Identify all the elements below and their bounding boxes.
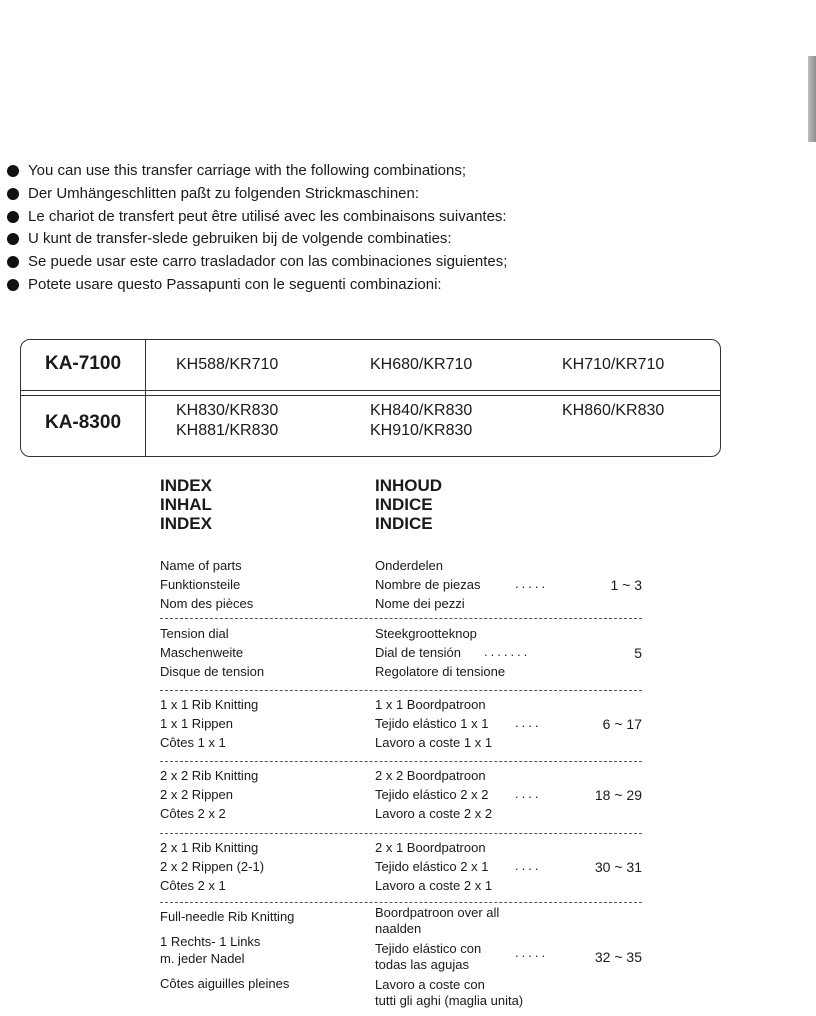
entry-name: Côtes 2 x 2 [160,805,226,821]
entry-names-right [375,557,481,613]
entry-name: Tejido elástico 2 x 1 [375,858,489,874]
entry-name: 2 x 2 Rippen [160,786,233,802]
index-entry [160,696,642,754]
machine-combination: KH860/KR830 [562,402,665,419]
entry-name: Funktionsteile [160,576,241,592]
leader-dots: ..... [515,945,549,960]
entry-name: 1 x 1 Boordpatroon [375,697,486,712]
entry-name: 2 x 1 Rib Knitting [160,840,259,855]
entry-name: Tejido elástico 1 x 1 [375,715,489,731]
carriage-model: KA-8300 [44,412,122,433]
index-heading: INDEX [160,476,212,495]
leader-dots: ..... [515,576,549,591]
entry-name: Lavoro a coste 2 x 2 [375,805,493,821]
machine-combination: KH881/KR830 [176,422,279,439]
entry-name: Lavoro a coste con [375,977,485,992]
intro-text: Le chariot de transfert peut être utilisé avec les combinaisons suivantes: [28,207,507,225]
entry-name: Tension dial [160,626,229,641]
page-range: 18 ~ 29 [594,787,642,803]
leader-dots: ....... [484,644,531,659]
entry-name: Disque de tension [160,663,265,679]
page-range: 1 ~ 3 [610,577,642,593]
page-range: 6 ~ 17 [602,716,642,732]
leader-dots: .... [515,786,542,801]
intro-text: You can use this transfer carriage with the following combinations; [28,162,467,179]
intro-list [6,160,796,297]
intro-line [6,228,796,251]
intro-text: U kunt de transfer-slede gebruiken bij de volgende combinaties: [28,230,452,248]
index-entry [160,905,642,1013]
intro-line [6,183,796,206]
entry-name: Lavoro a coste 2 x 1 [375,877,493,893]
intro-text: Se puede usar este carro trasladador con las combinaciones siguientes; [28,253,508,271]
entry-name: Regolatore di tensione [375,663,506,679]
bullet-icon [7,211,19,223]
index-heading: INHOUD [375,476,443,495]
row-divider [160,761,642,762]
index-entry [160,839,642,897]
leader-dots: .... [515,715,542,730]
entry-name: 2 x 2 Rippen (2-1) [160,858,265,874]
leader-dots: .... [515,858,542,873]
entry-names-right [375,905,523,1009]
entry-name: tutti gli aghi (maglia unita) [375,993,524,1008]
entry-name: naalden [375,921,422,936]
index-entry [160,767,642,825]
entry-name: Name of parts [160,558,242,573]
entry-names-left [160,696,258,752]
index-heading: INDICE [375,514,433,533]
entry-names-right [375,767,492,823]
machine-combination: KH830/KR830 [176,402,279,419]
entry-names-right [375,839,492,895]
bullet-icon [7,233,19,245]
entry-name: todas las agujas [375,957,469,972]
entry-names-left [160,905,294,992]
entry-name: Côtes 1 x 1 [160,734,226,750]
index-entry [160,557,642,615]
bullet-icon [7,256,19,268]
entry-name: Côtes 2 x 1 [160,877,226,893]
machine-combination: KH910/KR830 [370,422,473,439]
intro-text: Potete usare questo Passapunti con le seguenti combinazioni: [28,275,442,293]
entry-name: Onderdelen [375,558,443,573]
row-divider [160,833,642,834]
entry-name: 1 x 1 Rippen [160,715,233,731]
machine-combination: KH840/KR830 [370,402,473,419]
intro-text: Der Umhängeschlitten paßt zu folgenden Strickmaschinen: [28,184,420,202]
bullet-icon [7,188,19,200]
entry-name: Tejido elástico 2 x 2 [375,786,489,802]
entry-name: Maschenweite [160,644,244,660]
entry-name: Tejido elástico con [375,941,482,956]
intro-line [6,251,796,274]
index-heading: INDICE [375,495,433,514]
bullet-icon [7,165,19,177]
intro-line [6,160,796,183]
page-range: 30 ~ 31 [594,859,642,875]
page-range: 32 ~ 35 [594,949,642,965]
row-divider [160,902,642,903]
table-divider [21,390,720,396]
entry-name: Nom des pièces [160,595,254,611]
intro-line [6,206,796,229]
page-edge-tab [808,56,816,142]
index-entry [160,625,642,683]
entry-names-left [160,767,258,823]
index-heading: INDEX [160,514,212,533]
entry-name: Lavoro a coste 1 x 1 [375,734,493,750]
index-heading-left [160,476,212,533]
bullet-icon [7,279,19,291]
entry-name: Côtes aiguilles pleines [160,976,290,991]
entry-name: 2 x 2 Rib Knitting [160,768,259,783]
machine-combination: KH710/KR710 [562,356,665,373]
table-divider [145,340,146,456]
entry-name: Dial de tensión [375,644,461,660]
entry-names-left [160,839,264,895]
machine-combination: KH680/KR710 [370,356,473,373]
entry-name: 2 x 1 Boordpatroon [375,840,486,855]
row-divider [160,690,642,691]
entry-names-left [160,625,264,681]
entry-names-right [375,696,492,752]
index-heading-right [375,476,442,533]
intro-line [6,274,796,297]
entry-name: 2 x 2 Boordpatroon [375,768,486,783]
entry-name: m. jeder Nadel [160,951,245,966]
entry-name: 1 Rechts- 1 Links [160,934,261,949]
entry-name: Full-needle Rib Knitting [160,909,295,924]
index-heading: INHAL [160,495,212,514]
row-divider [160,618,642,619]
carriage-model: KA-7100 [44,353,122,374]
model-combination-table [20,339,721,457]
entry-name: Boordpatroon over all [375,905,500,920]
entry-name: 1 x 1 Rib Knitting [160,697,259,712]
page-range: 5 [634,645,642,661]
entry-name: Nome dei pezzi [375,595,465,611]
entry-name: Steekgrootteknop [375,626,477,641]
entry-name: Nombre de piezas [375,576,481,592]
machine-combination: KH588/KR710 [176,356,279,373]
entry-names-left [160,557,253,613]
